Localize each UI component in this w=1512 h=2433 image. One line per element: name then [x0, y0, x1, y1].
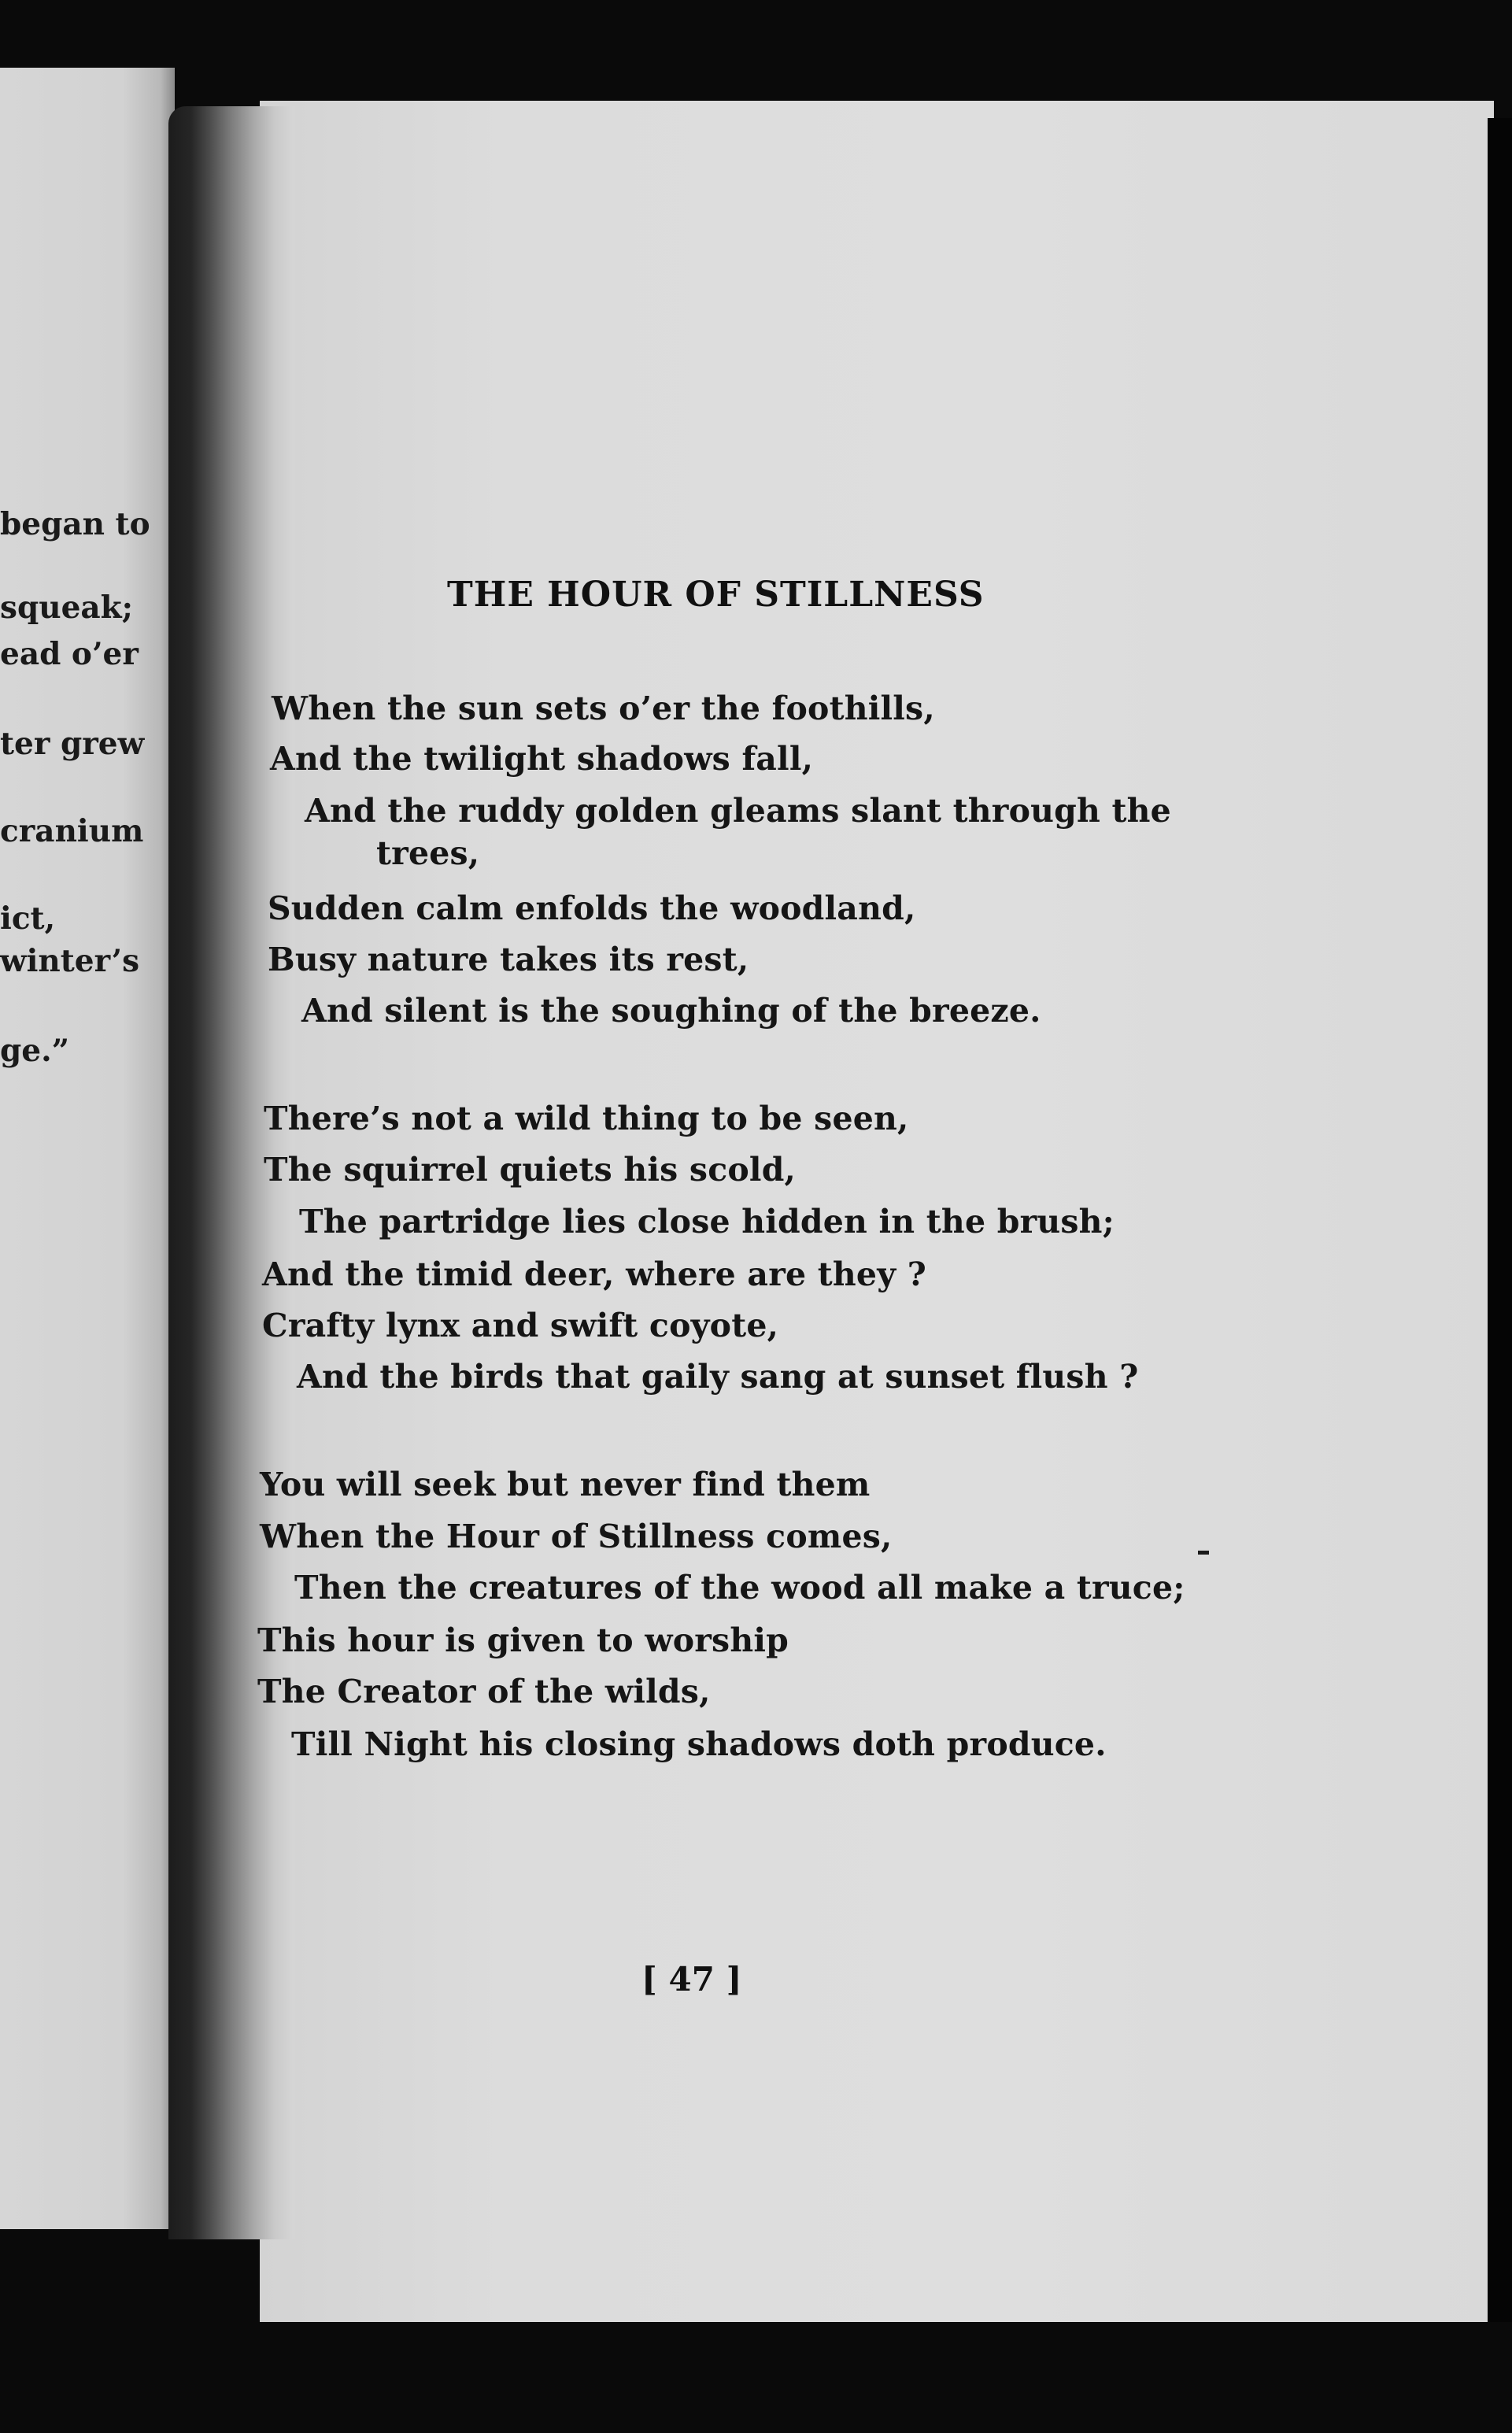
- left-page-line: ead o’er: [0, 636, 139, 672]
- verse-line: The Creator of the wilds,: [257, 1673, 711, 1710]
- verse-line: And the timid deer, where are they ?: [262, 1255, 926, 1293]
- left-page-line: ter grew: [0, 726, 145, 762]
- page-number: [ 47 ]: [641, 1960, 742, 1999]
- verse-line: Crafty lynx and swift coyote,: [262, 1307, 779, 1344]
- left-page-line: ict,: [0, 900, 56, 937]
- left-facing-page: [0, 68, 175, 2229]
- verse-line: The partridge lies close hidden in the brush;: [299, 1203, 1115, 1241]
- verse-line: There’s not a wild thing to be seen,: [264, 1100, 909, 1137]
- left-page-line: began to: [0, 506, 150, 542]
- verse-line: When the Hour of Stillness comes,: [260, 1518, 893, 1555]
- left-page-line: winter’s: [0, 943, 140, 979]
- left-page-line: cranium: [0, 813, 144, 849]
- verse-line: When the sun sets o’er the foothills,: [272, 690, 935, 727]
- verse-line: And the birds that gaily sang at sunset flush ?: [297, 1358, 1139, 1396]
- left-page-line: squeak;: [0, 590, 134, 626]
- verse-line: And silent is the soughing of the breeze.: [301, 992, 1041, 1030]
- verse-line: Then the creatures of the wood all make a truce;: [294, 1569, 1185, 1607]
- left-page-line: ge.”: [0, 1033, 70, 1069]
- verse-line: trees,: [376, 834, 480, 872]
- verse-line: Busy nature takes its rest,: [268, 941, 749, 978]
- verse-line: You will seek but never find them: [260, 1466, 871, 1503]
- verse-line: This hour is given to worship: [257, 1621, 789, 1659]
- verse-line: The squirrel quiets his scold,: [264, 1151, 797, 1189]
- verse-line: Till Night his closing shadows doth produce.: [291, 1725, 1107, 1763]
- page-edge: [1488, 118, 1512, 2322]
- poem-title: THE HOUR OF STILLNESS: [447, 575, 985, 615]
- verse-line: And the twilight shadows fall,: [270, 740, 814, 778]
- verse-line: Sudden calm enfolds the woodland,: [268, 889, 916, 927]
- stray-mark: [1198, 1551, 1209, 1555]
- verse-line: And the ruddy golden gleams slant through the: [305, 792, 1171, 830]
